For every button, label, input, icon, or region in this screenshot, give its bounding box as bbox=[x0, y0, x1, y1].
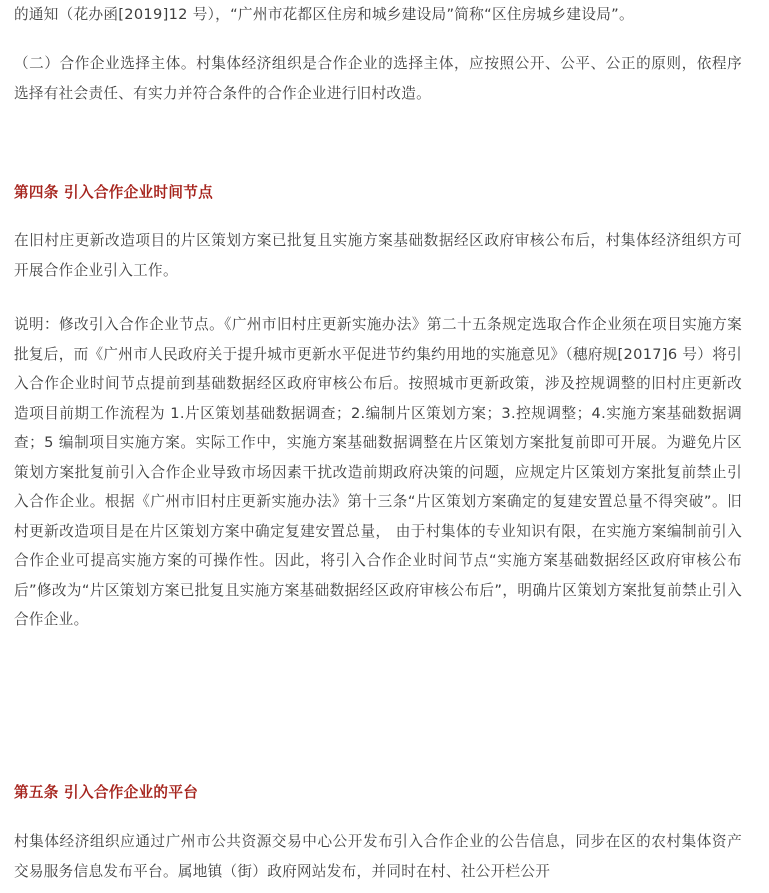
paragraph-selection-subject: （二）合作企业选择主体。村集体经济组织是合作企业的选择主体，应按照公开、公平、公正的原则，依程序选择有社会责任、有实力并符合条件的合作企业进行旧村改造。 bbox=[14, 55, 742, 102]
section-5-heading: 第五条 引入合作企业的平台 bbox=[14, 784, 199, 801]
paragraph-notice-tail: 的通知（花办函[2019]12 号），“广州市花都区住房和城乡建设局”简称“区住房城乡建设局”。 bbox=[14, 6, 634, 23]
section-4-rule-paragraph: 在旧村庄更新改造项目的片区策划方案已批复且实施方案基础数据经区政府审核公布后，村集体经济组织方可开展合作企业引入工作。 bbox=[14, 232, 742, 279]
section-4-explanation-paragraph: 说明：修改引入合作企业节点。《广州市旧村庄更新实施办法》第二十五条规定选取合作企业须在项目实施方案批复后，而《广州市人民政府关于提升城市更新水平促进节约集约用地的实施意见》（穗府规[2017]6 号）将引入合作企业时间节点提前到基础数据经区政府审核公布后。按照城市更新政策，涉及控规调整的旧村庄更新改造项目前期工作流程为 1.片区策划基础数据调查；2.编制片区策划方案；3.控规调整；4.实施方案基础数据调查；5 编制项目实施方案。实际工作中，实施方案基础数据调整在片区策划方案批复前即可开展。为避免片区策划方案批复前引入合作企业导致市场因素干扰改造前期政府决策的问题，应规定片区策划方案批复前禁止引入合作企业。根据《广州市旧村庄更新实施办法》第十三条“片区策划方案确定的复建安置总量不得突破”。旧村更新改造项目是在片区策划方案中确定复建安置总量， 由于村集体的专业知识有限，在实施方案编制前引入合作企业可提高实施方案的可操作性。因此，将引入合作企业时间节点“实施方案基础数据经区政府审核公布后”修改为“片区策划方案已批复且实施方案基础数据经区政府审核公布后”，明确片区策划方案批复前禁止引入合作企业。 bbox=[14, 316, 742, 628]
section-5-rule-paragraph: 村集体经济组织应通过广州市公共资源交易中心公开发布引入合作企业的公告信息，同步在区的农村集体资产交易服务信息发布平台。属地镇（街）政府网站发布，并同时在村、社公开栏公开 bbox=[14, 833, 742, 880]
section-4-heading: 第四条 引入合作企业时间节点 bbox=[14, 184, 214, 201]
